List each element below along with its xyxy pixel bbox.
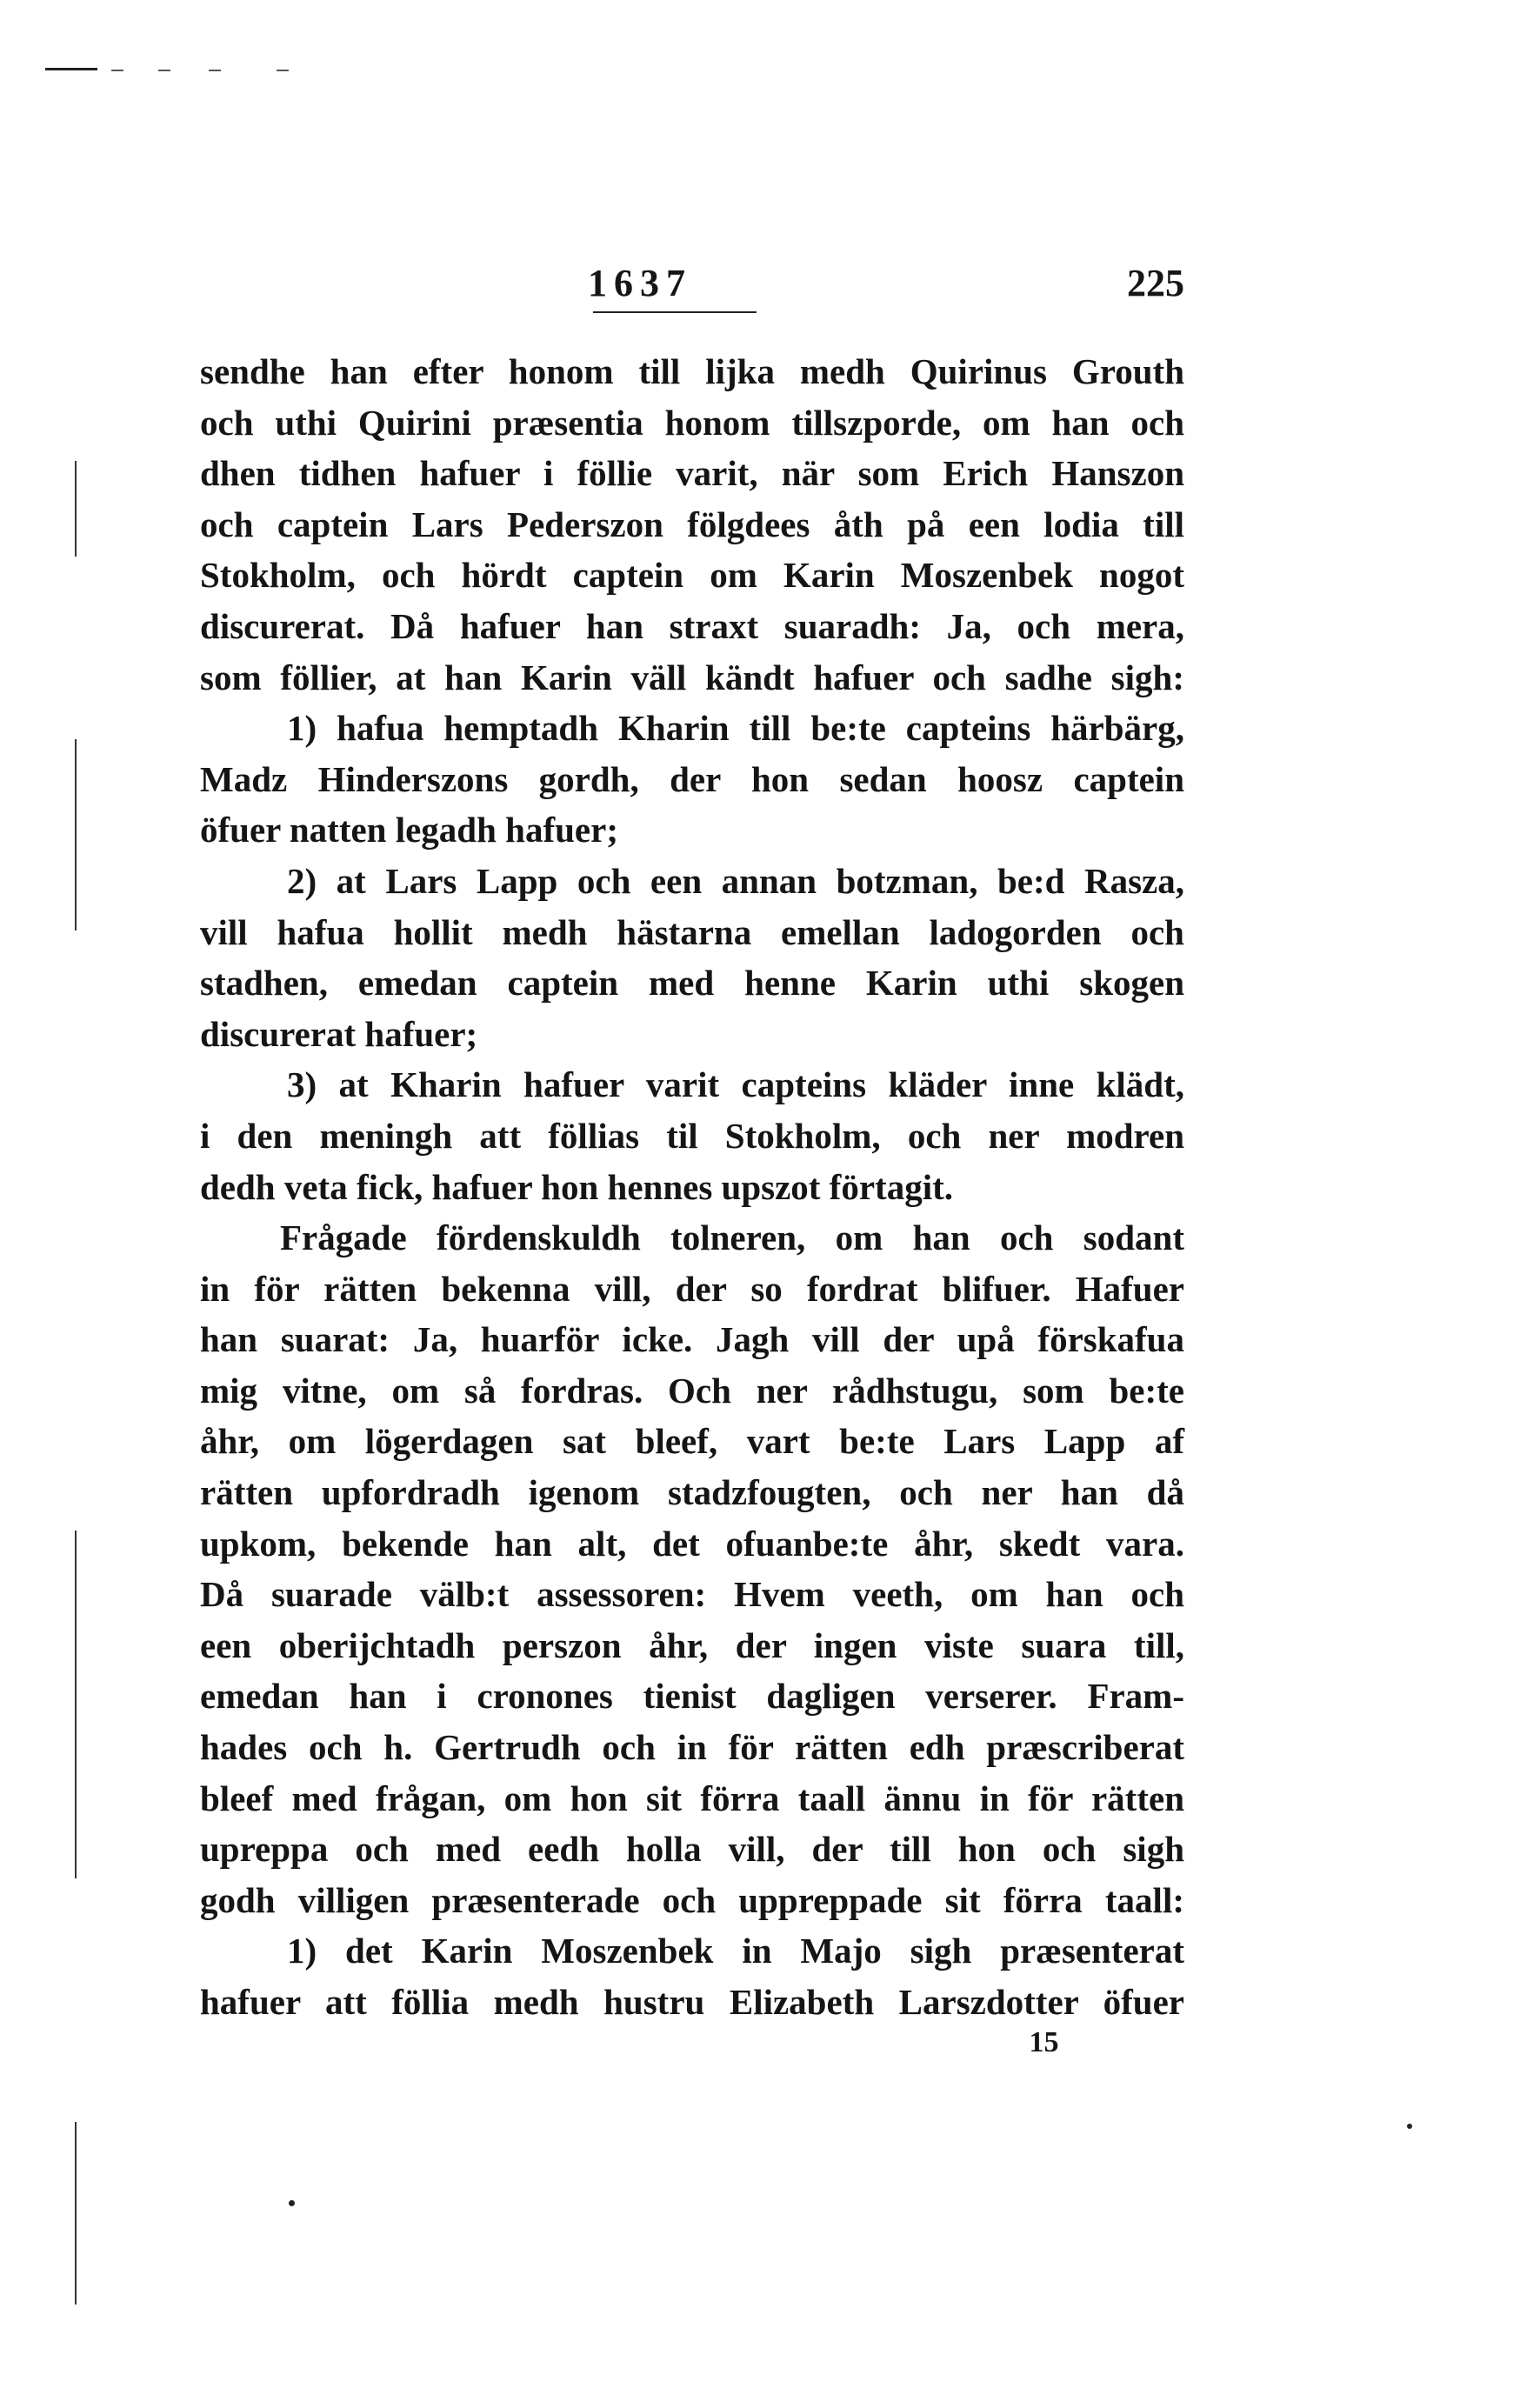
text-line: öfuer natten legadh hafuer; [200,810,618,850]
text-line: rätten upfordradh igenom stadzfougten, och ner han då [200,1472,1184,1513]
text-line: een oberijchtadh perszon åhr, der ingen viste suara till, [200,1624,1184,1665]
scan-artifact-edge [75,2122,77,2305]
body-text [200,346,1184,2028]
text-line: 2) at Lars Lapp och een annan botzman, be:d Rasza, [287,860,1184,901]
scan-artifact-dash [111,70,123,71]
text-line: in för rätten bekenna vill, der so fordrat blifuer. Hafuer [200,1268,1184,1309]
text-line: mig vitne, om så fordras. Och ner rådhstugu, som be:te [200,1370,1184,1411]
scan-artifact-line [45,68,97,70]
scan-artifact-dash [209,70,221,71]
text-line: och captein Lars Pederszon fölgdees åth på een lodia till [200,504,1184,544]
text-line: dedh veta fick, hafuer hon hennes upszot förtagit. [200,1166,953,1207]
text-line: Stokholm, och hördt captein om Karin Moszenbek nogot [200,555,1184,596]
text-line: hafuer att föllia medh hustru Elizabeth Larszdotter öfuer [200,1982,1184,2022]
text-line: Madz Hinderszons gordh, der hon sedan hoosz captein [200,758,1184,799]
text-line: vill hafua hollit medh hästarna emellan ladogorden och [200,911,1184,952]
text-line: åhr, om lögerdagen sat bleef, vart be:te Lars Lapp af [200,1421,1184,1462]
page-number: 225 [1127,262,1184,304]
page-header [200,261,1184,322]
text-line: 1) hafua hemptadh Kharin till be:te capteins härbärg, [287,708,1184,749]
scan-speck [289,2200,295,2206]
scan-artifact-edge [75,1531,77,1878]
text-line: upkom, bekende han alt, det ofuanbe:te åhr, skedt vara. [200,1523,1184,1564]
text-line: discurerat. Då hafuer han straxt suaradh: Ja, och mera, [200,605,1184,646]
signature-number: 15 [1029,2026,1059,2058]
scan-artifact-dash [277,70,289,71]
text-line: emedan han i cronones tienist dagligen verserer. Fram- [200,1676,1184,1717]
text-line: 1) det Karin Moszenbek in Majo sigh præsenterat [287,1931,1184,1971]
scan-artifact-edge [75,739,77,931]
scan-artifact-dash [158,70,170,71]
text-line: han suarat: Ja, huarför icke. Jagh vill der upå förskafua [200,1319,1184,1360]
running-head-year: 1637 [588,262,692,304]
text-line: bleef med frågan, om hon sit förra taall ännu in för rätten [200,1778,1184,1818]
text-line: i den meningh att föllias til Stokholm, och ner modren [200,1115,1184,1156]
text-line: som föllier, at han Karin väll kändt hafuer och sadhe sigh: [200,657,1184,697]
text-line: dhen tidhen hafuer i föllie varit, när som Erich Hanszon [200,453,1184,494]
text-line: discurerat hafuer; [200,1013,478,1054]
text-line: Frågade fördenskuldh tolneren, om han och sodant [280,1217,1184,1258]
text-line: sendhe han efter honom till lijka medh Quirinus Grouth [200,351,1184,391]
text-line: godh villigen præsenterade och uppreppade sit förra taall: [200,1879,1184,1920]
text-line: 3) at Kharin hafuer varit capteins kläder inne klädt, [287,1064,1184,1105]
text-line: hades och h. Gertrudh och in för rätten edh præscriberat [200,1727,1184,1768]
signature-mark [0,2026,1540,2059]
text-line: stadhen, emedan captein med henne Karin uthi skogen [200,963,1184,1004]
running-head-rule [593,311,757,313]
text-line: Då suarade välb:t assessoren: Hvem veeth, om han och [200,1574,1184,1615]
text-line: och uthi Quirini præsentia honom tillszporde, om han och [200,402,1184,443]
scan-artifact-edge [75,461,77,557]
scan-speck [1407,2124,1412,2129]
text-line: upreppa och med eedh holla vill, der till hon och sigh [200,1829,1184,1870]
